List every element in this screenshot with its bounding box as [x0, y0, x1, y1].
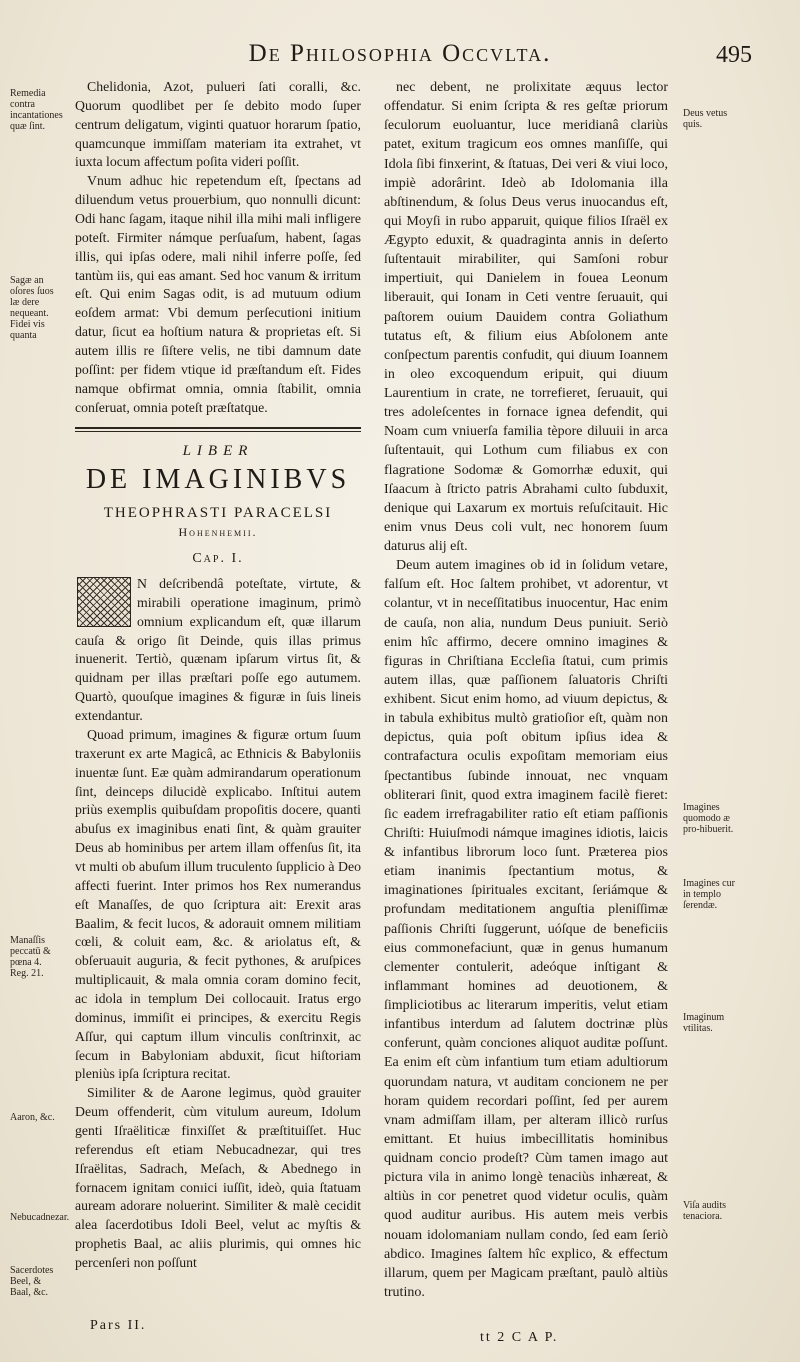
margin-note: Sacerdotes Beel, & Baal, &c.: [10, 1265, 54, 1298]
left-column: [75, 78, 361, 1273]
chapter-heading: Cap. I.: [192, 551, 244, 567]
chapter-opening: [75, 575, 361, 726]
paragraph: nec debent, ne prolixitate æquus lector offendatur. Si enim ſcripta & res geſtæ priorum ſeculorum euoluantur, luce meridianâ clariùs patet, exitum tragicum eos omnes manſiſſe, qui Idola ſibi finxerint, & ſtatuas, Dei veri & viui loco, impiè adorârint. Ideò ab Idolomania illa abſtinendum, & ſolus Deus verus inuocandus eſt, qui Moyſi in rubo apparuit, quique filios Iſraël ex Ægypto eduxit, & quadraginta annis in deſerto ſuſtentauit mirabiliter, qui Samſoni robur impertiuit, qui Danielem in fouea Leonum liberauit, qui Ionam in Ceti ventre ſeruauit, qui paſtorem ouium Dauidem contra Goliathum tutatus eſt, & filium eius Abſolonem ante conſpectum parentis confudit, qui diuum Ioannem in oleo excoquendum eripuit, qui diuum Laurentium in crate, ne torrefieret, ſeruauit, qui tres adoleſcentes in fornace ignea defendit, qui Noam cum vniuerſa familia tèpore diluuii in arca ſuſtentauit, qui Lothum cum filiabus ex con flagratione Sodomæ & Gomorrhæ eduxit, qui Iſaacum à ſtricto patris Abrahami culto ſubduxit, denique qui Laxarum ex mortuis reſuſcitauit. Hic enim vnus Deus coli vult, nec honorem ſuum daturus alij eſt.: [384, 80, 668, 554]
right-column: [384, 78, 668, 1302]
margin-note: Aaron, &c.: [10, 1112, 55, 1123]
margin-note: Imaginum vtilitas.: [683, 1012, 725, 1034]
section-rule: [75, 427, 361, 432]
margin-note: Imagines cur in templo ſerendæ.: [683, 878, 735, 911]
liber-heading: LIBER: [182, 443, 254, 460]
margin-note: Deus vetus quis.: [683, 108, 728, 130]
margin-note: Imagines quomodo æ pro-hibuerit.: [683, 802, 734, 835]
paragraph: N deſcribendâ poteſtate, virtute, & mirabili operatione imaginum, primò omnium explicandum eſt, quæ illarum cauſa & origo ſit Deinde, quis illas primus inuenerit. Tertiò, quænam ipſarum virtus ſit, & quidnam per illas præſtari poſſe ego autumem. Quartò, quouſque imagines & figuræ in ſuis lineis extendantur.: [75, 576, 361, 724]
catchword: tt 2 C A P.: [480, 1330, 559, 1345]
paragraph: Vnum adhuc hic repetendum eſt, ſpectans ad diluendum vetus prouerbium, quo nonnulli dicunt: Odi hanc ſagam, itaque nihil illa mihi mali infligere poteſt. Firmiter námque perſuaſum, habent, ſagas illis, qui ipſas odere, mali nihil inferre poſſe, ſed tantùm iis, qui eas amant. Sed hoc vanum & irritum eſt. Qui enim Sagas odit, is ad mutuum odium eoſdem armat: Vbi demum perſecutioni initium datur, ſicut ea hoſtium natura & proprietas eſt. Si autem illis re ſiſtere velis, ne tibi damnum date poſſint: per fidem vtique id præſtandum eſt. Fides namque obfirmat omnia, omnia ſtabilit, omnia conſeruat, omnia poteſt præſtatque.: [75, 173, 361, 415]
decorated-initial-icon: [77, 577, 131, 627]
running-title: De Philosophia Occvlta.: [248, 40, 552, 67]
margin-note: Sagæ an oſores ſuos læ dere nequeant. Fidei vis quanta: [10, 275, 54, 341]
paragraph: Chelidonia, Azot, pulueri ſati coralli, &c. Quorum quodlibet per ſe debito modo ſuper centrum deligatum, viginti quatuor horarum ſpatio, quamcunque immiſſam materiam ita extrahet, vt iuxta locum affectum poſita videri poſſit.: [75, 79, 361, 170]
book-title: DE IMAGINIBVS: [85, 464, 351, 496]
margin-note: Viſa audits tenaciora.: [683, 1200, 727, 1222]
signature-mark: Pars II.: [90, 1318, 147, 1333]
author-line: THEOPHRASTI PARACELSI: [103, 505, 333, 522]
paragraph: Quoad primum, imagines & figuræ ortum ſuum traxerunt ex arte Magicâ, ac Ethnicis & Babyloniis inuentæ ſunt. Eæ quàm admirandarum operationum ſint, deinceps dilucidè explicabo. Inſtitui autem priùs exemplis quibuſdam propoſitis docere, quanti abuſus ex imaginibus enati ſint, & quàm grauiter Deus ab hominibus per artem illam offenſus ſit, ita vt multi ob abuſum illum truculento ſupplicio à Deo affecti fuerint. Inter primos hos Rex numerandus eſt Manaſſes, de quo ſcriptura ait: Erexit aras Baalim, & fecit lucos, & adorauit omnem militiam cœli, & coluit eam, &c. & ariolatus eſt, & obſeruauit auguria, & fecit pythones, & aruſpices multiplicauit, & mala omnia coram domino fecit, ac idola in templum Dei collocauit. Iratus ergo dominus, immiſit ei principes, & exercitu Regis Aſſur, qui captum illum vinculis conſtrinxit, ac ſecum in Babyloniam abduxit, ſicut hiſtoriam pleniùs ipſa ſcriptura recitat.: [75, 726, 361, 1082]
margin-note: Remedia contra incantationes quæ ſint.: [10, 88, 63, 132]
paragraph: Similiter & de Aarone legimus, quòd grauiter Deum offenderit, cùm vitulum aureum, Idolum genti Iſraëliticæ finxiſſet & præſtituiſſet. Huc referendus eſt etiam Nebucadnezar, qui tres Iſraëlitas, Sadrach, Meſach, & Abednego in fornacem ignitam conıici iuſſit, ideò, quia ſtatuam auream adorare noluerint. Similiter & malè cecidit alea ſacerdotibus Idoli Beel, velut ac myſtis & prophetis Baal, ac aliis plurimis, qui omnes hic percenſeri non poſſunt: [75, 1085, 361, 1270]
page-number: 495: [716, 42, 752, 68]
margin-note: Nebucadnezar.: [10, 1212, 70, 1223]
paragraph: Deum autem imagines ob id in ſolidum vetare, falſum eſt. Hoc ſaltem prohibet, vt adorentur, vt colantur, vt in neceſſitatibus inuocentur, Hac enim de cauſa, non alia, nundum Deus puniuit. Seriò enim hîc affirmo, decere omnino imagines & figuras in Chriſtiana Eccleſia ſtatui, cum primis autem illas, quæ paſſionem ſaluatoris Chriſti exhibent. Sicut enim homo, ad viuum depictus, & in tabula exhibitus multò gratioſior eſt, quàm non depictus, quia poſt obitum ipſius idea & contrafactura oculis expoſitam memoriam eius ſpectantibus ſubinde innouat, nec vnquam obliterari ſinit, quod extra imaginem facilè fieret: ſic eadem irrefragabiliter ratio eſt etiam paſſionis Chriſti: Huiuſmodi námque imagines idiotis, laicis & infantibus librorum loco ſunt. Præterea pios etiam inanimis ſpectantium motus, & imaginationes ſpirituales excitant, ſeriámque & profundam meditationem anguſtia pleniſſimæ paſſionis Chriſti ſuggerunt, uóſque de beneficiis eius commonefaciunt, quæ in genus humanum clementer contulerit, adeóque inſtigant & inflammant homines ad deuotionem, & ſimpliciotibus ac literarum imperitis, velut etiam infantibus interdum ad ſalutem doctrinæ plùs conferunt, quàm conciones aliquot auditæ poſſunt. Ea enim eſt cùm infantium tum etiam adultiorum quorundam natura, vt auditam concionem ne per horam quidem recordari poſſint, ſed per aurem vnam admiſſam illam, per alteram illicò rurſus emittant. Et huius imbecillitatis hominibus quidnam concio prodeſt? Cùm tamen imago aut pictura vila in animo longè tenaciùs inhæreat, & altiùs in cor penetret quod videtur oculis, quàm quod auditur auribus. His autem meis verbis nouam idolomaniam nullam condo, ſed eam ſeriò abdico. Imagines ſaltem hîc explico, & effectum illarum, quem per Magicam præſtant, paulò altiùs trutino.: [384, 558, 668, 1300]
author-surname: Hohenhemii.: [178, 525, 258, 540]
margin-note: Manaſſis peccatū & pœna 4. Reg. 21.: [10, 935, 51, 979]
